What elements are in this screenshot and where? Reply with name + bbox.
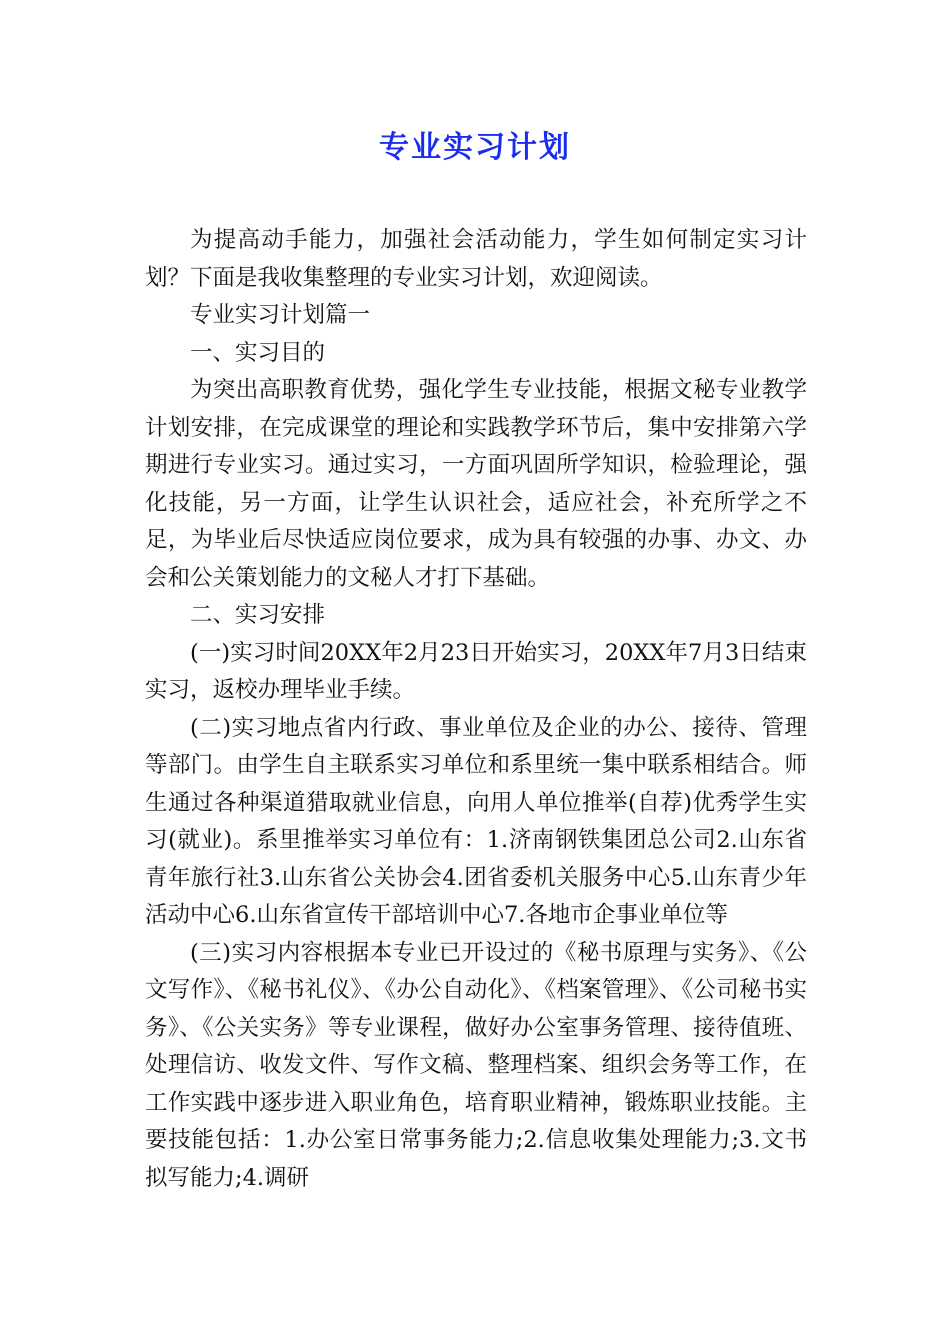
- section-heading-purpose: 一、实习目的: [190, 339, 326, 366]
- paragraph-content: (三)实习内容根据本专业已开设过的《秘书原理与实务》、《公文写作》、《秘书礼仪》、《办公自动化》、《档案管理》、《公司秘书实务》、《公关实务》等专业课程，做好办公室事务管理、接待值班、处理信访、收发文件、写作文稿、整理档案、组织会务等工作，在工作实践中逐步进入职业角色，培育职业精神，锻炼职业技能。主要技能包括：1.办公室日常事务能力;2.信息收集处理能力;3.文书拟写能力;4.调研: [145, 939, 807, 1191]
- paragraph-location: (二)实习地点省内行政、事业单位及企业的办公、接待、管理等部门。由学生自主联系实习单位和系里统一集中联系相结合。师生通过各种渠道猎取就业信息，向用人单位推举(自荐)优秀学生实习(就业)。系里推举实习单位有：1.济南钢铁集团总公司2.山东省青年旅行社3.山东省公关协会4.团省委机关服务中心5.山东青少年活动中心6.山东省宣传干部培训中心7.各地市企事业单位等: [145, 714, 807, 928]
- section-heading-plan-one: 专业实习计划篇一: [190, 302, 371, 328]
- paragraph-time: (一)实习时间20XX年2月23日开始实习，20XX年7月3日结束实习，返校办理毕业手续。: [145, 639, 807, 703]
- document-title: 专业实习计划: [379, 130, 571, 165]
- paragraph-purpose: 为突出高职教育优势，强化学生专业技能，根据文秘专业教学计划安排，在完成课堂的理论和实践教学环节后，集中安排第六学期进行专业实习。通过实习，一方面巩固所学知识，检验理论，强化技能，另一方面，让学生认识社会，适应社会，补充所学之不足，为毕业后尽快适应岗位要求，成为具有较强的办事、办文、办会和公关策划能力的文秘人才打下基础。: [145, 377, 807, 591]
- paragraph-intro: 为提高动手能力，加强社会活动能力，学生如何制定实习计划？下面是我收集整理的专业实习计划，欢迎阅读。: [145, 227, 807, 291]
- section-heading-arrangement: 二、实习安排: [190, 602, 326, 628]
- document-body: [145, 222, 807, 1197]
